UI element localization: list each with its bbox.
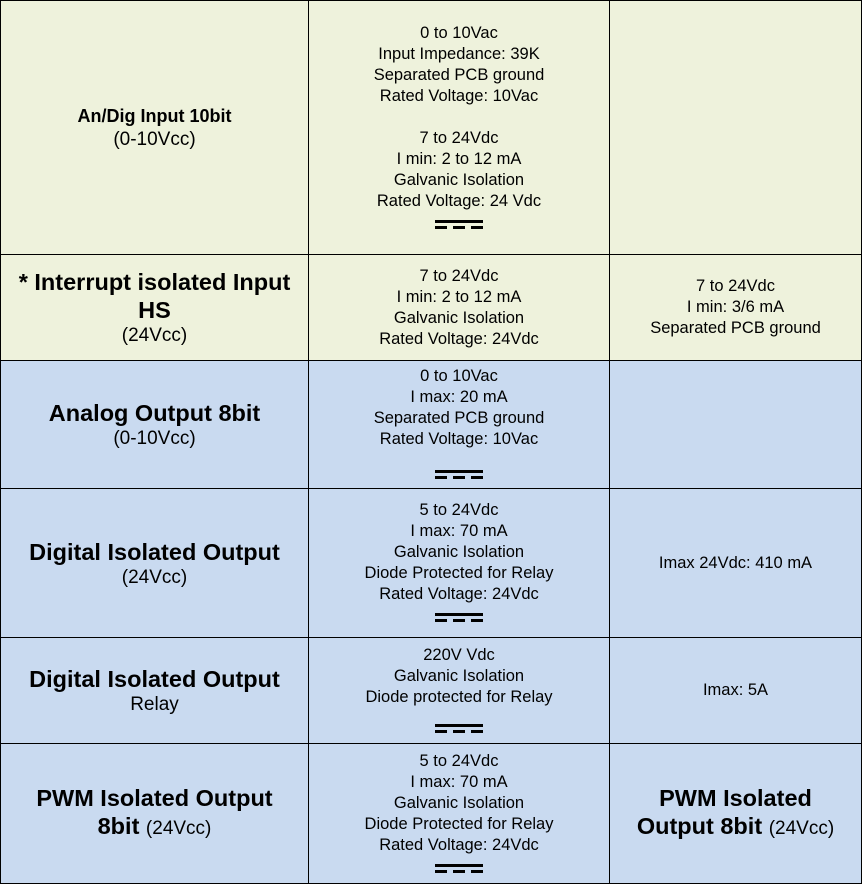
io-spec-cell	[309, 1, 610, 255]
note-title: PWM Isolated	[659, 785, 812, 811]
spec-line: 220V Vdc	[423, 645, 495, 664]
io-name: Analog Output 8bit	[48, 400, 261, 426]
note-line: Imax: 5A	[702, 681, 769, 699]
io-name: Digital Isolated Output	[29, 666, 280, 692]
spec-line: Galvanic Isolation	[393, 543, 525, 561]
io-name-cell	[1, 1, 309, 255]
io-name-cell	[1, 255, 309, 361]
io-range: (0-10Vcc)	[113, 128, 196, 150]
io-spec-cell	[309, 744, 610, 884]
dc-voltage-symbol-icon	[435, 864, 483, 873]
spec-line: Rated Voltage: 24Vdc	[379, 329, 539, 348]
dc-voltage-symbol-icon	[435, 470, 483, 479]
spec-line: Galvanic Isolation	[393, 308, 525, 327]
io-name: PWM Isolated Output	[36, 785, 273, 811]
spec-line: Separated PCB ground	[373, 409, 545, 427]
io-name-cell	[1, 361, 309, 489]
io-range: Relay	[130, 694, 179, 715]
spec-line: Rated Voltage: 24 Vdc	[376, 191, 542, 210]
io-note-cell	[610, 638, 862, 744]
io-name-cell	[1, 638, 309, 744]
note-title: Output 8bit	[636, 813, 763, 839]
spec-line: Rated Voltage: 24Vdc	[379, 835, 539, 854]
spec-line: 7 to 24Vdc	[419, 266, 499, 285]
spec-line: Separated PCB ground	[373, 65, 545, 84]
spec-line: Diode protected for Relay	[365, 687, 553, 706]
io-name-line-2	[1, 812, 308, 843]
io-range: (24Vcc)	[121, 325, 188, 346]
io-note-cell	[610, 744, 862, 884]
spec-line: Rated Voltage: 10Vac	[379, 430, 539, 448]
spec-line: Diode Protected for Relay	[364, 564, 554, 582]
spec-line: I min: 2 to 12 mA	[396, 287, 522, 306]
io-range: (24Vcc)	[121, 566, 188, 588]
note-title-line-2	[610, 812, 861, 843]
spec-line: Diode Protected for Relay	[364, 814, 554, 833]
spec-line: Rated Voltage: 10Vac	[379, 86, 539, 105]
io-name-cell	[1, 489, 309, 638]
note-line: 7 to 24Vdc	[696, 277, 775, 295]
io-note-cell	[610, 1, 862, 255]
spec-line: Galvanic Isolation	[393, 666, 525, 685]
table-row	[1, 361, 862, 489]
io-range: (24Vcc)	[145, 818, 212, 839]
note-line: Imax 24Vdc: 410 mA	[658, 553, 813, 572]
spec-line: 0 to 10Vac	[420, 367, 498, 385]
spec-line: Galvanic Isolation	[393, 170, 525, 189]
dc-voltage-symbol-icon	[435, 613, 483, 622]
spec-line: 5 to 24Vdc	[419, 751, 499, 770]
io-name: * Interrupt isolated Input HS	[18, 269, 291, 323]
io-range: (0-10Vcc)	[113, 428, 196, 449]
note-line: I min: 3/6 mA	[686, 298, 785, 316]
table-row	[1, 744, 862, 884]
table-row	[1, 1, 862, 255]
table-row	[1, 489, 862, 638]
note-line: Separated PCB ground	[650, 319, 821, 337]
spec-line: I max: 20 mA	[410, 388, 508, 406]
spec-line: I max: 70 mA	[410, 772, 508, 791]
spec-line: 7 to 24Vdc	[419, 128, 499, 147]
io-spec-cell	[309, 638, 610, 744]
table-row	[1, 638, 862, 744]
io-note-cell	[610, 489, 862, 638]
spec-line: 0 to 10Vac	[420, 23, 498, 42]
io-spec-cell	[309, 489, 610, 638]
spec-line: Input Impedance: 39K	[378, 44, 540, 63]
io-name: 8bit	[97, 813, 140, 839]
table-row	[1, 255, 862, 361]
spec-line: Galvanic Isolation	[393, 793, 525, 812]
io-spec-cell	[309, 255, 610, 361]
io-spec-cell	[309, 361, 610, 489]
io-note-cell	[610, 255, 862, 361]
note-range: (24Vcc)	[768, 818, 835, 839]
io-name: An/Dig Input 10bit	[77, 105, 232, 126]
dc-voltage-symbol-icon	[435, 220, 483, 229]
io-name-cell	[1, 744, 309, 884]
io-note-cell	[610, 361, 862, 489]
spec-line: I max: 70 mA	[410, 522, 508, 540]
dc-voltage-symbol-icon	[435, 724, 483, 733]
io-name: Digital Isolated Output	[29, 538, 280, 565]
spec-line: Rated Voltage: 24Vdc	[379, 585, 539, 603]
spec-line: I min: 2 to 12 mA	[396, 149, 522, 168]
spec-line: 5 to 24Vdc	[419, 501, 499, 519]
